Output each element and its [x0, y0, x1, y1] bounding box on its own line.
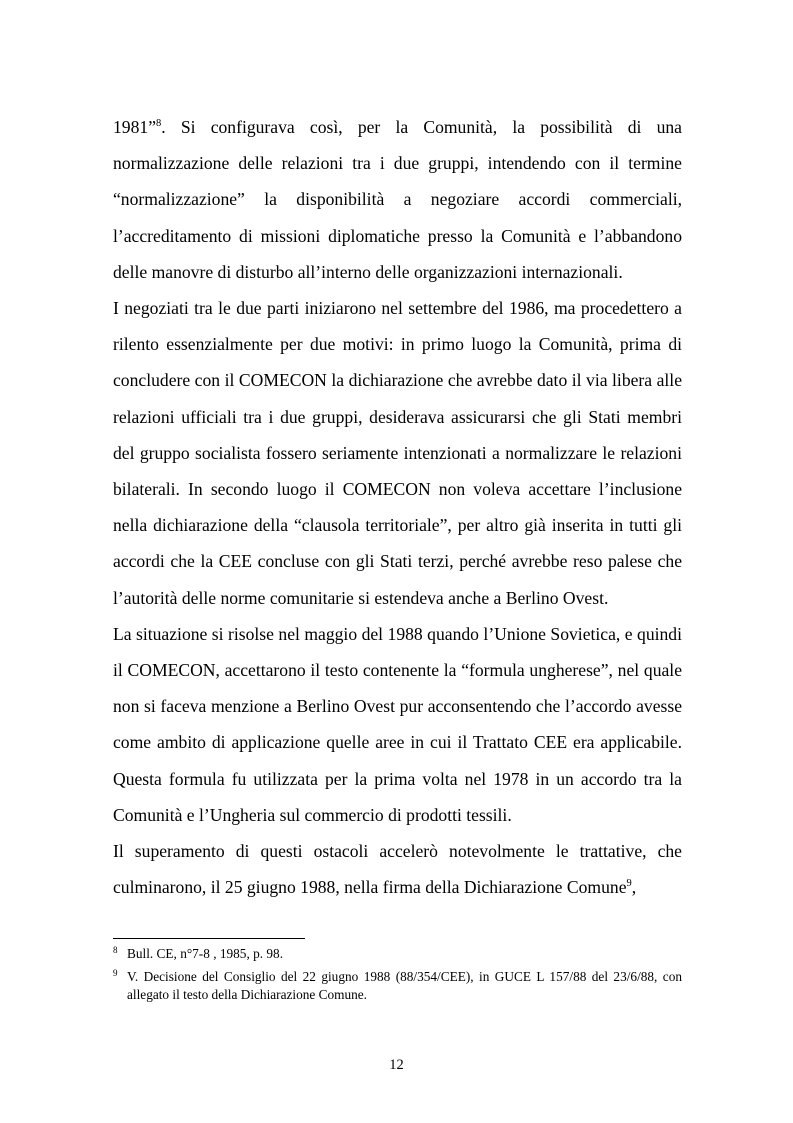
footnote-reference[interactable]: 8 [156, 118, 162, 130]
paragraph [113, 833, 682, 905]
footnote-reference[interactable]: 9 [626, 878, 632, 890]
footnote-number: 8 [113, 945, 118, 955]
paragraph: La situazione si risolse nel maggio del 1988 quando l’Unione Sovietica, e quindi il COMECON, accettarono il testo contenente la “formula ungherese”, nel quale non si faceva menzione a Berlino Ovest pur acconsentendo che l’accordo avesse come ambito di applicazione quelle aree in cui il Trattato CEE era applicabile. Questa formula fu utilizzata per la prima volta nel 1978 in un accordo tra la Comunità e l’Ungheria sul commercio di prodotti tessili. [113, 623, 682, 825]
footnote [113, 945, 682, 963]
footnotes [113, 945, 682, 1009]
paragraph-text: 1981” [113, 117, 156, 137]
paragraph-text: . Si configurava così, per la Comunità, la possibilità di una normalizzazione delle relazioni tra i due gruppi, intendendo con il termine “normalizzazione” la disponibilità a negoziare accordi commerciali, l’accreditamento di missioni diplomatiche presso la Comunità e l’abbandono delle manovre di disturbo all’interno delle organizzazioni internazionali. [113, 117, 682, 282]
paragraph-text: Il superamento di questi ostacoli accelerò notevolmente le trattative, che culminarono, il 25 giugno 1988, nella firma della Dichiarazione Comune [113, 841, 682, 898]
footnote-number: 9 [113, 968, 118, 978]
paragraph [113, 109, 682, 290]
page-number: 12 [389, 1057, 404, 1073]
paragraph: I negoziati tra le due parti iniziarono nel settembre del 1986, ma procedettero a rilento essenzialmente per due motivi: in primo luogo la Comunità, prima di concludere con il COMECON la dichiarazione che avrebbe dato il via libera alle relazioni ufficiali tra i due gruppi, desiderava assicurarsi che gli Stati membri del gruppo socialista fossero seriamente intenzionati a normalizzare le relazioni bilaterali. In secondo luogo il COMECON non voleva accettare l’inclusione nella dichiarazione della “clausola territoriale”, per altro già inserita in tutti gli accordi che la CEE concluse con gli Stati terzi, perché avrebbe reso palese che l’autorità delle norme comunitarie si estendeva anche a Berlino Ovest. [113, 298, 682, 608]
body-text [113, 109, 682, 905]
footnote-text: Bull. CE, n°7-8 , 1985, p. 98. [127, 946, 284, 961]
paragraph-text: , [631, 877, 637, 898]
footnote-text: V. Decisione del Consiglio del 22 giugno 1988 (88/354/CEE), in GUCE L 157/88 del 23/6/88, con allegato il testo della Dichiarazione Comune. [127, 969, 682, 1002]
footnote [113, 968, 682, 1004]
footnote-separator [113, 938, 305, 939]
